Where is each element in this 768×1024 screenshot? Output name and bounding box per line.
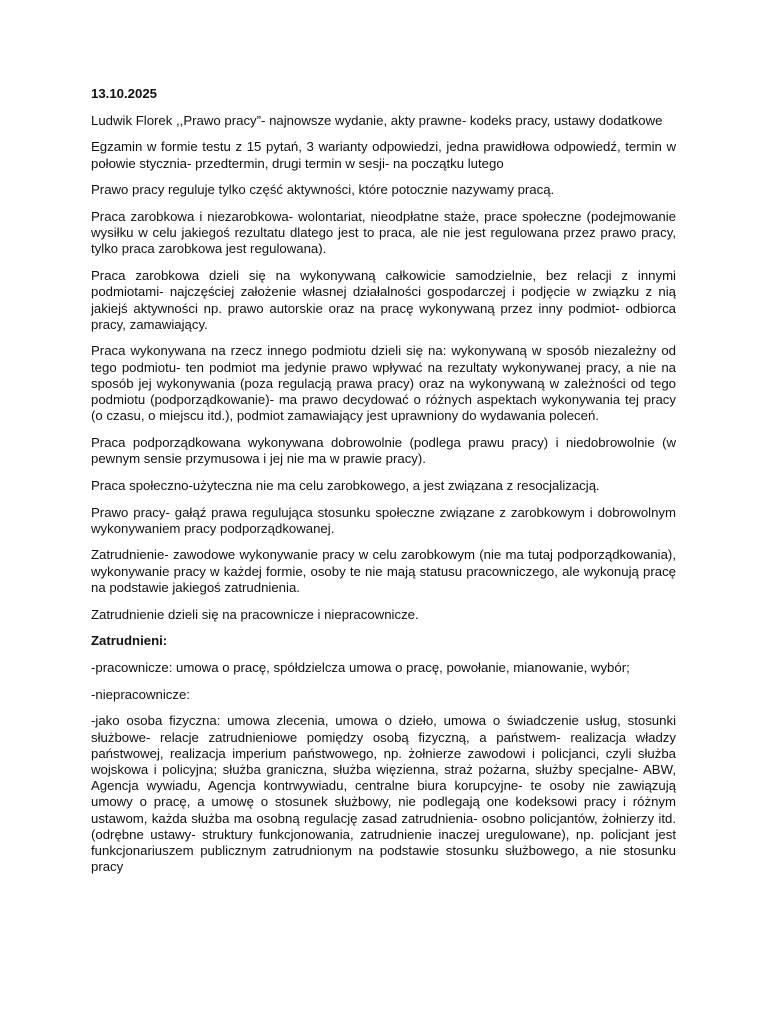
paragraph-labour-law-definition: Prawo pracy- gałąź prawa regulująca stosunku społeczne związane z zarobkowym i dobrowolnym wykonywaniem pracy podporządkowanej. <box>91 504 676 536</box>
paragraph-paid-unpaid: Praca zarobkowa i niezarobkowa- wolontariat, nieodpłatne staże, prace społeczne (podejmowanie wysiłku w celu jakiegoś rezultatu dlatego jest to praca, ale nie jest regulowana przez prawo pracy, tylko praca zarobkowa jest regulowana). <box>91 209 676 257</box>
paragraph-employment-definition: Zatrudnienie- zawodowe wykonywanie pracy w celu zarobkowym (nie ma tutaj podporządkowania), wykonywanie pracy w każdej formie, osoby te nie mają statusu pracowniczego, ale wykonują pracę na podstawie jakiegoś zatrudnienia. <box>91 547 676 595</box>
list-item-osoba-fizyczna: -jako osoba fizyczna: umowa zlecenia, umowa o dzieło, umowa o świadczenie usług, stosunki służbowe- relacje zatrudnieniowe pomiędzy osobą fizyczną, a państwem- realizacja władzy państwowej, realizacja imperium państwowego, np. żołnierze zawodowi i policjanci, czyli służba wojskowa i policyjna; służba graniczna, służba więzienna, straż pożarna, służby specjalne- ABW, Agencja wywiadu, Agencja kontrwywiadu, centralne biura korupcyjne- te osoby nie zawiązują umowy o pracę, a umowę o stosunek służbowy, nie podlegają one kodeksowi pracy i różnym ustawom, każda służba ma osobną regulację zasad zatrudnienia- osobno policjantów, żołnierzy itd. (odrębne ustawy- struktury funkcjonowania, zatrudnienie inaczej uregulowane), np. policjant jest funkcjonariuszem publicznym zatrudnionym na podstawie stosunku służbowego, a nie stosunku pracy <box>91 713 676 875</box>
document-date: 13.10.2025 <box>91 86 158 101</box>
list-item-pracownicze: -pracownicze: umowa o pracę, spółdzielcza umowa o pracę, powołanie, mianowanie, wybór; <box>91 659 630 675</box>
paragraph-source: Ludwik Florek ,,Prawo pracy”- najnowsze wydanie, akty prawne- kodeks pracy, ustawy dodatkowe <box>91 112 663 128</box>
list-item-niepracownicze: -niepracownicze: <box>91 686 190 702</box>
paragraph-work-for-other: Praca wykonywana na rzecz innego podmiotu dzieli się na: wykonywaną w sposób niezależny od tego podmiotu- ten podmiot ma jedynie prawo wpływać na rezultaty wykonywanej pracy, a nie na sposób jej wykonywania (poza regulacją prawa pracy) oraz na wykonywaną w zależności od tego podmiotu (podporządkowanie)- ma prawo decydować o różnych aspektach wykonywania tej pracy (o czasu, o miejscu itd.), podmiot zamawiający jest uprawniony do wydawania poleceń. <box>91 343 676 424</box>
heading-zatrudnieni: Zatrudnieni: <box>91 633 168 649</box>
paragraph-scope: Prawo pracy reguluje tylko część aktywności, które potocznie nazywamy pracą. <box>91 182 555 198</box>
paragraph-employment-division: Zatrudnienie dzieli się na pracownicze i niepracownicze. <box>91 606 419 622</box>
paragraph-social-work: Praca społeczno-użyteczna nie ma celu zarobkowego, a jest związana z resocjalizacją. <box>91 477 600 493</box>
paragraph-exam: Egzamin w formie testu z 15 pytań, 3 warianty odpowiedzi, jedna prawidłowa odpowiedź, termin w połowie stycznia- przedtermin, drugi termin w sesji- na początku lutego <box>91 139 676 171</box>
paragraph-paid-work-division: Praca zarobkowa dzieli się na wykonywaną całkowicie samodzielnie, bez relacji z innymi podmiotami- najczęściej założenie własnej działalności gospodarczej i podjęcie w związku z nią jakiejś aktywności np. prawo autorskie oraz na pracę wykonywaną przez inny podmiot- odbiorca pracy, zamawiający. <box>91 268 676 332</box>
paragraph-subordinate-work: Praca podporządkowana wykonywana dobrowolnie (podlega prawu pracy) i niedobrowolnie (w pewnym sensie przymusowa i jej nie ma w prawie pracy). <box>91 434 676 467</box>
document-body <box>91 86 676 886</box>
